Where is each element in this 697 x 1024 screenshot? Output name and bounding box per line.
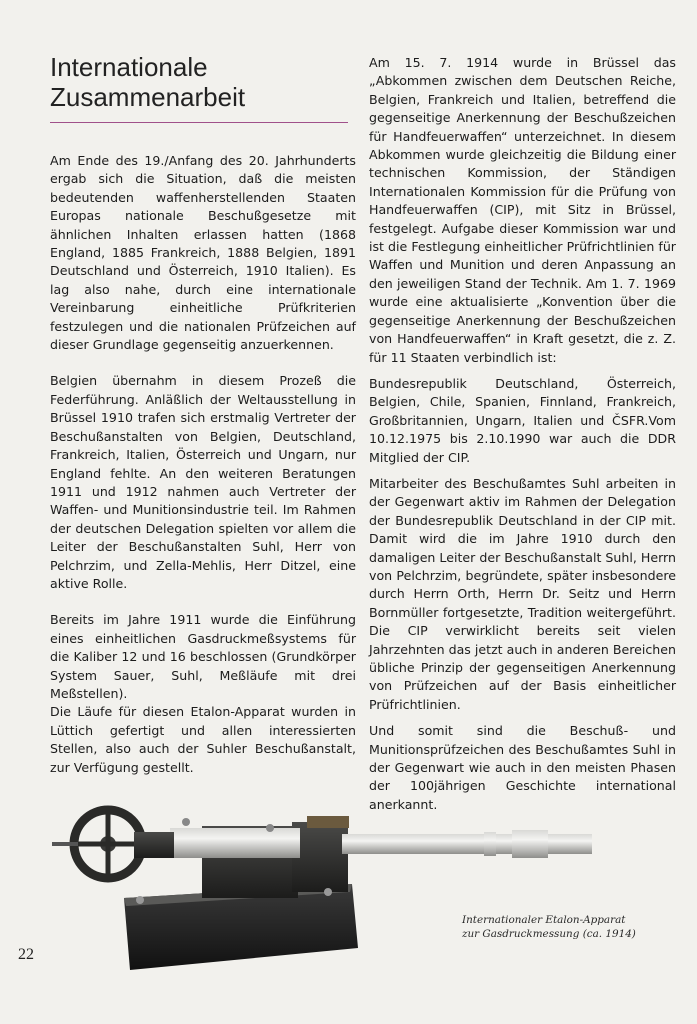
page-title-line1: Internationale — [50, 52, 208, 82]
title-underline — [50, 122, 348, 123]
photo-caption — [462, 913, 662, 941]
left-column — [50, 152, 356, 795]
etalon-apparatus-photo — [52, 788, 600, 976]
page-title-line2: Zusammenarbeit — [50, 82, 246, 112]
page-title — [50, 52, 350, 112]
paragraph: Am Ende des 19./Anfang des 20. Jahrhunderts ergab sich die Situation, daß die meisten bedeutenden waffenherstellenden Staaten Europas nationale Beschußgesetze mit ähnlichen Inhalten erlassen hatten (1868 England, 1885 Frankreich, 1888 Belgien, 1891 Deutschland und Österreich, 1910 Italien). Es lag also nahe, durch eine internationale Vereinbarung einheitliche Prüfkriterien festzulegen und die nationalen Prüfzeichen auf dieser Grundlage gegenseitig anzuerkennen. — [50, 153, 356, 353]
paragraph: Bundesrepublik Deutschland, Österreich, Belgien, Chile, Spanien, Finnland, Frankreich, Großbritannien, Ungarn, Italien und ČSFR.Vom 10.12.1975 bis 2.10.1990 war auch die DDR Mitglied der CIP. — [369, 375, 676, 465]
paragraph: Bereits im Jahre 1911 wurde die Einführung eines einheitlichen Gasdruckmeßsystems für die Kaliber 12 und 16 beschlossen (Grundkörper System Sauer, Suhl, Meßläufe mit drei Meßstellen). — [50, 612, 356, 701]
paragraph: Die Läufe für diesen Etalon-Apparat wurden in Lüttich gefertigt und allen interessierten Stellen, also auch der Suhler Beschußanstalt, zur Verfügung gestellt. — [50, 704, 356, 775]
right-column — [369, 54, 676, 832]
paragraph: Belgien übernahm in diesem Prozeß die Federführung. Anläßlich der Weltausstellung in Brüssel 1910 trafen sich erstmalig Vertreter der Beschußanstalten von Belgien, Deutschland, Frankreich, Italien, Österreich und Ungarn, nur England fehlte. An den weiteren Beratungen 1911 und 1912 nahmen auch Vertreter der Waffen- und Munitionsindustrie teil. Im Rahmen der deutschen Delegation spielten vor allem die Leiter der Beschußanstalten Suhl, Herr von Pelchrzim, und Zella-Mehlis, Herr Ditzel, eine aktive Rolle. — [50, 373, 356, 591]
caption-line1: Internationaler Etalon-Apparat — [462, 914, 626, 926]
paragraph: Mitarbeiter des Beschußamtes Suhl arbeiten in der Gegenwart aktiv im Rahmen der Delegation der Bundesrepublik Deutschland in der CIP mit. Damit wird die im Jahre 1910 durch den damaligen Leiter der Beschußanstalt Suhl, Herrn von Pelchrzim, begründete, später insbesondere durch Herrn Orth, Herrn Dr. Seitz und Herrn Bornmüller fortgesetzte, Tradition weitergeführt. Die CIP verwirklicht bereits seit vielen Jahrzehnten das jetzt auch in anderen Bereichen übliche Prinzip der gegenseitigen Anerkennung von Prüfzeichen auf der Basis einheitlicher Prüfrichtlinien. — [369, 475, 676, 712]
page-number: 22 — [18, 946, 34, 963]
paragraph: Und somit sind die Beschuß- und Munitionsprüfzeichen des Beschußamtes Suhl in der Gegenwart wie auch in den meisten Phasen der 100jährigen Geschichte international anerkannt. — [369, 723, 676, 812]
paragraph: Am 15. 7. 1914 wurde in Brüssel das „Abkommen zwischen dem Deutschen Reiche, Belgien, Frankreich und Italien, betreffend die gegenseitige Anerkennung der Beschußzeichen für Handfeuerwaffen“ unterzeichnet. In diesem Abkommen wurde gleichzeitig die Bildung einer technischen Kommission, der Ständigen Internationalen Kommission für die Prüfung von Handfeuerwaffen (CIP), mit Sitz in Brüssel, festgelegt. Aufgabe dieser Kommission war und ist die Festlegung einheitlicher Prüfrichtlinien für Waffen und Munition und deren Anpassung an den jeweiligen Stand der Technik. Am 1. 7. 1969 wurde eine aktualisierte „Konvention über die gegenseitige Anerkennung der Beschußzeichen von Handfeuerwaffen“ in Kraft gesetzt, die z. Z. für 11 Staaten verbindlich ist: — [369, 55, 676, 365]
caption-line2: zur Gasdruckmessung (ca. 1914) — [462, 928, 636, 940]
